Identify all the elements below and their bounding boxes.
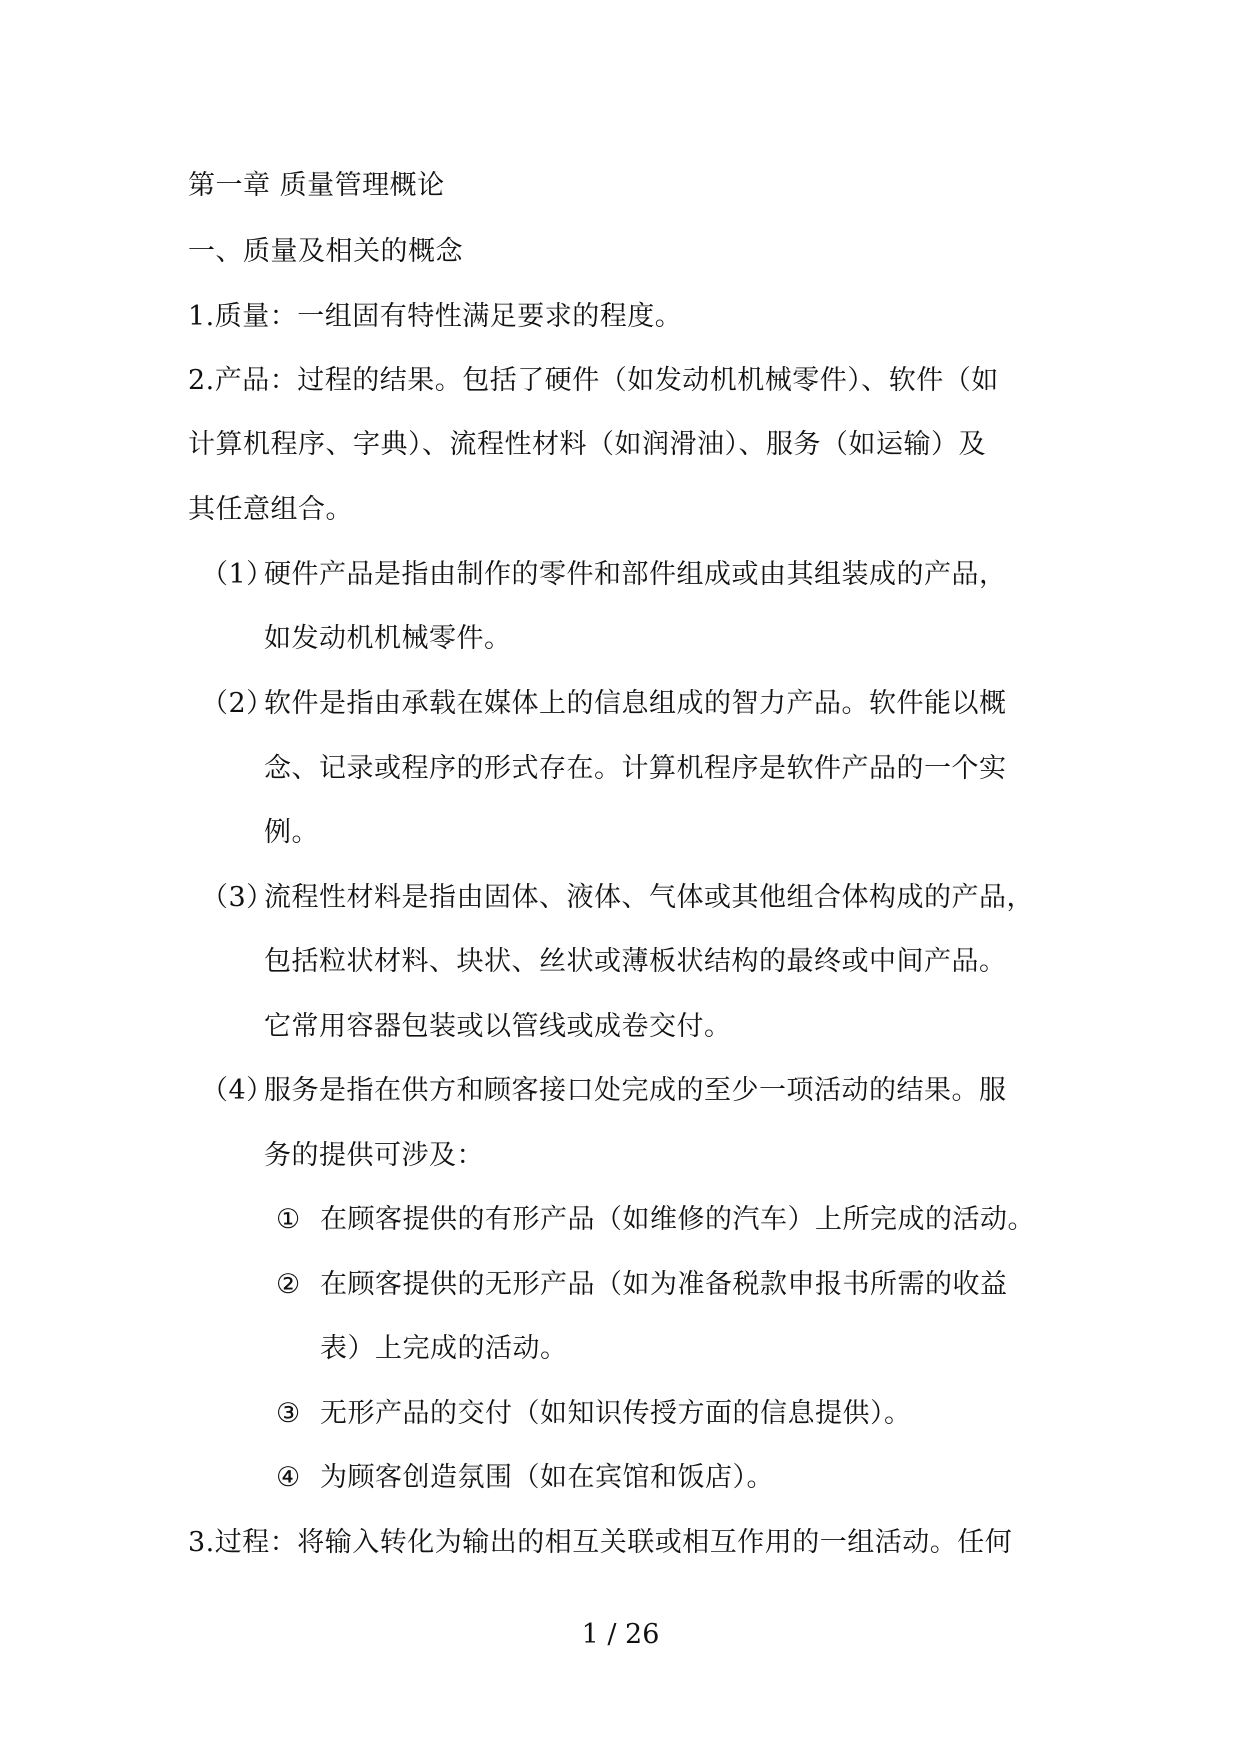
paragraph-line: 3.过程：将输入转化为输出的相互关联或相互作用的一组活动。任何	[188, 1527, 1013, 1558]
list-item-line: 服务是指在供方和顾客接口处完成的至少一项活动的结果。服	[264, 1075, 1007, 1106]
paragraph-line: 1.质量：一组固有特性满足要求的程度。	[188, 301, 683, 332]
subitem-line: 在顾客提供的有形产品（如维修的汽车）上所完成的活动。	[320, 1204, 1035, 1235]
list-item-line: 它常用容器包装或以管线或成卷交付。	[264, 1011, 732, 1042]
paragraph-line: 其任意组合。	[188, 494, 353, 525]
subitem-marker: ③	[276, 1398, 301, 1429]
subitem-line: 表）上完成的活动。	[320, 1333, 568, 1364]
list-item-marker: （2）	[201, 688, 274, 719]
list-item-line: 流程性材料是指由固体、液体、气体或其他组合体构成的产品，	[264, 882, 1034, 913]
subitem-marker: ②	[276, 1269, 301, 1300]
paragraph-line: 计算机程序、字典）、流程性材料（如润滑油）、服务（如运输）及	[188, 429, 986, 460]
list-item-marker: （3）	[201, 882, 274, 913]
page-indicator: 1 / 26	[581, 1619, 660, 1650]
subitem-marker: ④	[276, 1462, 301, 1493]
subitem-line: 为顾客创造氛围（如在宾馆和饭店）。	[320, 1462, 774, 1493]
paragraph-line: 2.产品：过程的结果。包括了硬件（如发动机机械零件）、软件（如	[188, 365, 999, 396]
list-item-line: 包括粒状材料、块状、丝状或薄板状结构的最终或中间产品。	[264, 946, 1007, 977]
list-item-line: 务的提供可涉及：	[264, 1140, 484, 1171]
list-item-line: 例。	[264, 817, 319, 848]
list-item-line: 硬件产品是指由制作的零件和部件组成或由其组装成的产品，	[264, 559, 1007, 590]
subitem-marker: ①	[276, 1204, 301, 1235]
list-item-line: 念、记录或程序的形式存在。计算机程序是软件产品的一个实	[264, 753, 1007, 784]
subitem-line: 在顾客提供的无形产品（如为准备税款申报书所需的收益	[320, 1269, 1008, 1300]
subitem-line: 无形产品的交付（如知识传授方面的信息提供）。	[320, 1398, 912, 1429]
list-item-line: 如发动机机械零件。	[264, 623, 512, 654]
list-item-marker: （4）	[201, 1075, 274, 1106]
section-title: 一、质量及相关的概念	[188, 236, 463, 267]
list-item-line: 软件是指由承载在媒体上的信息组成的智力产品。软件能以概	[264, 688, 1007, 719]
list-item-marker: （1）	[201, 559, 274, 590]
chapter-title: 第一章 质量管理概论	[188, 170, 445, 201]
